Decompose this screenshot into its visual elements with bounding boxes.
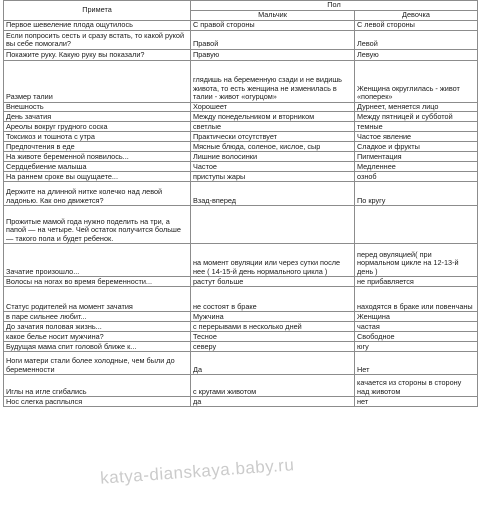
cell-sign: Если попросить сесть и сразу встать, то какой рукой вы себе помогали? <box>4 30 191 49</box>
cell-sign: Статус родителей на момент зачатия <box>4 287 191 312</box>
cell-sign: Прожитые мамой года нужно поделить на три, а папой — на четыре. Чей остаток получится больше — такого пола и будет ребенок. <box>4 206 191 244</box>
table-row <box>4 172 478 182</box>
cell-girl: качается из стороны в сторону над животом <box>355 375 478 397</box>
cell-girl: находятся в браке или повенчаны <box>355 287 478 312</box>
cell-sign: На раннем сроке вы ощущаете... <box>4 172 191 182</box>
cell-boy: да <box>191 397 355 407</box>
cell-girl: По кругу <box>355 182 478 206</box>
cell-boy: Мужчина <box>191 312 355 322</box>
cell-girl: Частое явление <box>355 132 478 142</box>
cell-sign: Будущая мама спит головой ближе к... <box>4 342 191 352</box>
cell-boy: Хорошеет <box>191 102 355 112</box>
cell-sign: Ареолы вокруг грудного соска <box>4 122 191 132</box>
cell-girl: Медленнее <box>355 162 478 172</box>
cell-girl: югу <box>355 342 478 352</box>
cell-boy: Да <box>191 352 355 375</box>
table-row <box>4 352 478 375</box>
cell-boy: С правой стороны <box>191 20 355 30</box>
cell-boy: Практически отсутствует <box>191 132 355 142</box>
table-row <box>4 244 478 277</box>
table-row <box>4 206 478 244</box>
cell-boy: растут больше <box>191 277 355 287</box>
table-row <box>4 102 478 112</box>
cell-sign: День зачатия <box>4 112 191 122</box>
cell-boy: Правую <box>191 49 355 60</box>
cell-boy: светлые <box>191 122 355 132</box>
table-row <box>4 132 478 142</box>
cell-sign: Сердцебиение малыша <box>4 162 191 172</box>
table-row <box>4 277 478 287</box>
table-row <box>4 182 478 206</box>
cell-sign: На животе беременной появилось... <box>4 152 191 162</box>
table-row <box>4 60 478 102</box>
cell-girl: озноб <box>355 172 478 182</box>
cell-boy: глядишь на беременную сзади и не видишь живота, то есть женщина не изменилась в талии - живот «огурцом» <box>191 60 355 102</box>
cell-boy: Правой <box>191 30 355 49</box>
cell-sign: Волосы на ногах во время беременности... <box>4 277 191 287</box>
cell-boy: Частое <box>191 162 355 172</box>
cell-boy: Между понедельником и вторником <box>191 112 355 122</box>
table-row <box>4 342 478 352</box>
cell-sign: Размер талии <box>4 60 191 102</box>
cell-girl: не прибавляется <box>355 277 478 287</box>
cell-boy: северу <box>191 342 355 352</box>
page <box>3 0 477 488</box>
header-boy: Мальчик <box>191 11 355 21</box>
cell-sign: До зачатия половая жизнь... <box>4 322 191 332</box>
cell-girl: темные <box>355 122 478 132</box>
table-row <box>4 122 478 132</box>
cell-girl: Между пятницей и субботой <box>355 112 478 122</box>
cell-sign: в паре сильнее любит... <box>4 312 191 322</box>
cell-girl: перед овуляцией( при нормальном цикле на 12-13-й день ) <box>355 244 478 277</box>
cell-boy: Мясные блюда, соленое, кислое, сыр <box>191 142 355 152</box>
cell-girl: Пигментация <box>355 152 478 162</box>
cell-boy: с перерывами в несколько дней <box>191 322 355 332</box>
cell-sign: Зачатие произошло... <box>4 244 191 277</box>
cell-girl: Свободное <box>355 332 478 342</box>
cell-sign: Иглы на игле сгибались <box>4 375 191 397</box>
cell-girl: нет <box>355 397 478 407</box>
cell-girl: Сладкое и фрукты <box>355 142 478 152</box>
cell-sign: Токсикоз и тошнота с утра <box>4 132 191 142</box>
cell-sign: Ноги матери стали более холодные, чем были до беременности <box>4 352 191 375</box>
table-row <box>4 332 478 342</box>
table-row <box>4 397 478 407</box>
cell-girl: С левой стороны <box>355 20 478 30</box>
table-row <box>4 112 478 122</box>
cell-boy: приступы жары <box>191 172 355 182</box>
signs-table <box>3 0 478 407</box>
cell-boy <box>191 206 355 244</box>
table-row <box>4 162 478 172</box>
cell-sign: Первое шевеление плода ощутилось <box>4 20 191 30</box>
cell-sign: Держите на длинной нитке колечко над левой ладонью. Как оно движется? <box>4 182 191 206</box>
cell-boy: Лишние волосинки <box>191 152 355 162</box>
header-sign: Примета <box>4 1 191 21</box>
cell-girl: Нет <box>355 352 478 375</box>
cell-sign: Предпочтения в еде <box>4 142 191 152</box>
table-row <box>4 20 478 30</box>
table-row <box>4 375 478 397</box>
watermark: katya-dianskaya.baby.ru <box>99 455 295 488</box>
table-row <box>4 152 478 162</box>
table-row <box>4 312 478 322</box>
cell-boy: на момент овуляции или через сутки после нее ( 14-15-й день нормального цикла ) <box>191 244 355 277</box>
cell-sign: Покажите руку. Какую руку вы показали? <box>4 49 191 60</box>
cell-girl: Дурнеет, меняется лицо <box>355 102 478 112</box>
table-body <box>4 20 478 407</box>
table-row <box>4 287 478 312</box>
cell-girl: Женщина округлилась - живот «поперек» <box>355 60 478 102</box>
header-girl: Девочка <box>355 11 478 21</box>
cell-girl: Левой <box>355 30 478 49</box>
cell-sign: Внешность <box>4 102 191 112</box>
cell-boy: Тесное <box>191 332 355 342</box>
cell-girl: частая <box>355 322 478 332</box>
table-row <box>4 49 478 60</box>
cell-girl: Левую <box>355 49 478 60</box>
table-row <box>4 30 478 49</box>
table-row <box>4 142 478 152</box>
cell-boy: Взад-вперед <box>191 182 355 206</box>
cell-boy: с кругами животом <box>191 375 355 397</box>
cell-sign: какое белье носит мужчина? <box>4 332 191 342</box>
cell-girl: Женщина <box>355 312 478 322</box>
header-sex: Пол <box>191 1 478 11</box>
cell-sign: Нос слегка расплылся <box>4 397 191 407</box>
cell-girl <box>355 206 478 244</box>
cell-boy: не состоят в браке <box>191 287 355 312</box>
table-row <box>4 322 478 332</box>
